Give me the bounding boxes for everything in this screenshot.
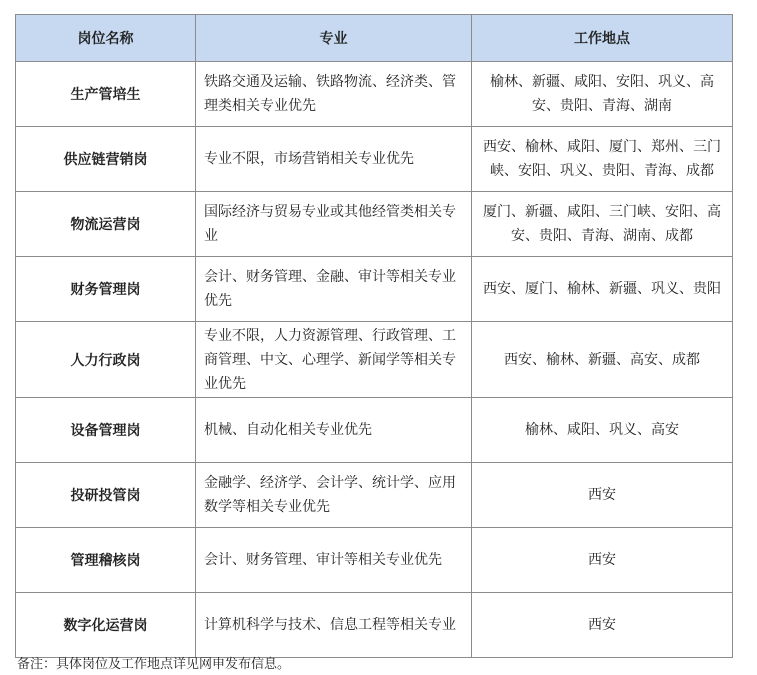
major-cell: 机械、自动化相关专业优先 [196,398,472,463]
header-major: 专业 [196,15,472,62]
position-cell: 供应链营销岗 [16,127,196,192]
location-cell: 西安 [472,528,733,593]
position-cell: 管理稽核岗 [16,528,196,593]
position-cell: 人力行政岗 [16,322,196,398]
table-row [16,322,733,398]
major-cell: 铁路交通及运输、铁路物流、经济类、管理类相关专业优先 [196,62,472,127]
header-location: 工作地点 [472,15,733,62]
table-row [16,127,733,192]
position-cell: 数字化运营岗 [16,593,196,658]
major-cell: 国际经济与贸易专业或其他经管类相关专业 [196,192,472,257]
table-row [16,192,733,257]
table-header-row [16,15,733,62]
table-row [16,463,733,528]
location-cell: 西安、榆林、新疆、高安、成都 [472,322,733,398]
table-row [16,257,733,322]
location-cell: 榆林、新疆、咸阳、安阳、巩义、高安、贵阳、青海、湖南 [472,62,733,127]
position-cell: 投研投管岗 [16,463,196,528]
major-cell: 会计、财务管理、审计等相关专业优先 [196,528,472,593]
table-row [16,528,733,593]
major-cell: 专业不限，人力资源管理、行政管理、工商管理、中文、心理学、新闻学等相关专业优先 [196,322,472,398]
location-cell: 厦门、新疆、咸阳、三门峡、安阳、高安、贵阳、青海、湖南、成都 [472,192,733,257]
major-cell: 计算机科学与技术、信息工程等相关专业 [196,593,472,658]
location-cell: 西安、榆林、咸阳、厦门、郑州、三门峡、安阳、巩义、贵阳、青海、成都 [472,127,733,192]
table-row [16,398,733,463]
table-row [16,593,733,658]
position-cell: 生产管培生 [16,62,196,127]
position-cell: 财务管理岗 [16,257,196,322]
position-cell: 设备管理岗 [16,398,196,463]
major-cell: 会计、财务管理、金融、审计等相关专业优先 [196,257,472,322]
location-cell: 西安、厦门、榆林、新疆、巩义、贵阳 [472,257,733,322]
location-cell: 榆林、咸阳、巩义、高安 [472,398,733,463]
location-cell: 西安 [472,463,733,528]
positions-table [15,14,733,658]
location-cell: 西安 [472,593,733,658]
position-cell: 物流运营岗 [16,192,196,257]
major-cell: 专业不限，市场营销相关专业优先 [196,127,472,192]
table-row [16,62,733,127]
major-cell: 金融学、经济学、会计学、统计学、应用数学等相关专业优先 [196,463,472,528]
footnote: 备注：具体岗位及工作地点详见网申发布信息。 [17,657,291,672]
header-position: 岗位名称 [16,15,196,62]
